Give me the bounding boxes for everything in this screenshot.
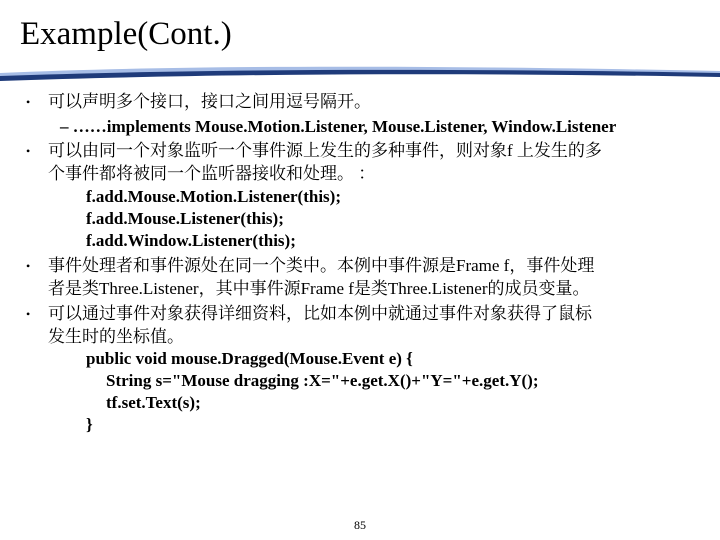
code-line: f.add.Mouse.Motion.Listener(this); [86,187,341,206]
bullet-text: 者是类Three.Listener，其中事件源Frame f是类Three.Listener的成员变量。 [48,279,590,298]
bullet-marker: • [26,95,31,109]
bullet-marker: • [26,307,31,321]
bullet-marker: • [26,259,31,273]
code-line: f.add.Window.Listener(this); [86,231,296,250]
page-number: 85 [354,518,366,532]
slide-title: Example(Cont.) [20,16,232,52]
code-line: f.add.Mouse.Listener(this); [86,209,284,228]
sub-bullet-text: – ……implements Mouse.Motion.Listener, Mouse.Listener, Window.Listener [60,117,617,136]
bullet-marker: • [26,144,31,158]
bullet-text: 个事件都将被同一个监听器接收和处理。 ： [48,164,376,183]
bullet-text: 可以声明多个接口，接口之间用逗号隔开。 [48,92,371,111]
bullet-text: 可以由同一个对象监听一个事件源上发生的多种事件，则对象f 上发生的多 [48,141,602,160]
code-line: public void mouse.Dragged(Mouse.Event e) { [86,349,413,368]
code-line: tf.set.Text(s); [106,393,201,412]
bullet-text: 发生时的坐标值。 [48,327,184,346]
bullet-text: 可以通过事件对象获得详细资料，比如本例中就通过事件对象获得了鼠标 [48,304,592,323]
bullet-text: 事件处理者和事件源处在同一个类中。本例中事件源是Frame f，事件处理 [48,256,595,275]
code-line: String s="Mouse dragging :X="+e.get.X()+"Y="+e.get.Y(); [106,371,539,390]
code-line: } [86,415,93,434]
